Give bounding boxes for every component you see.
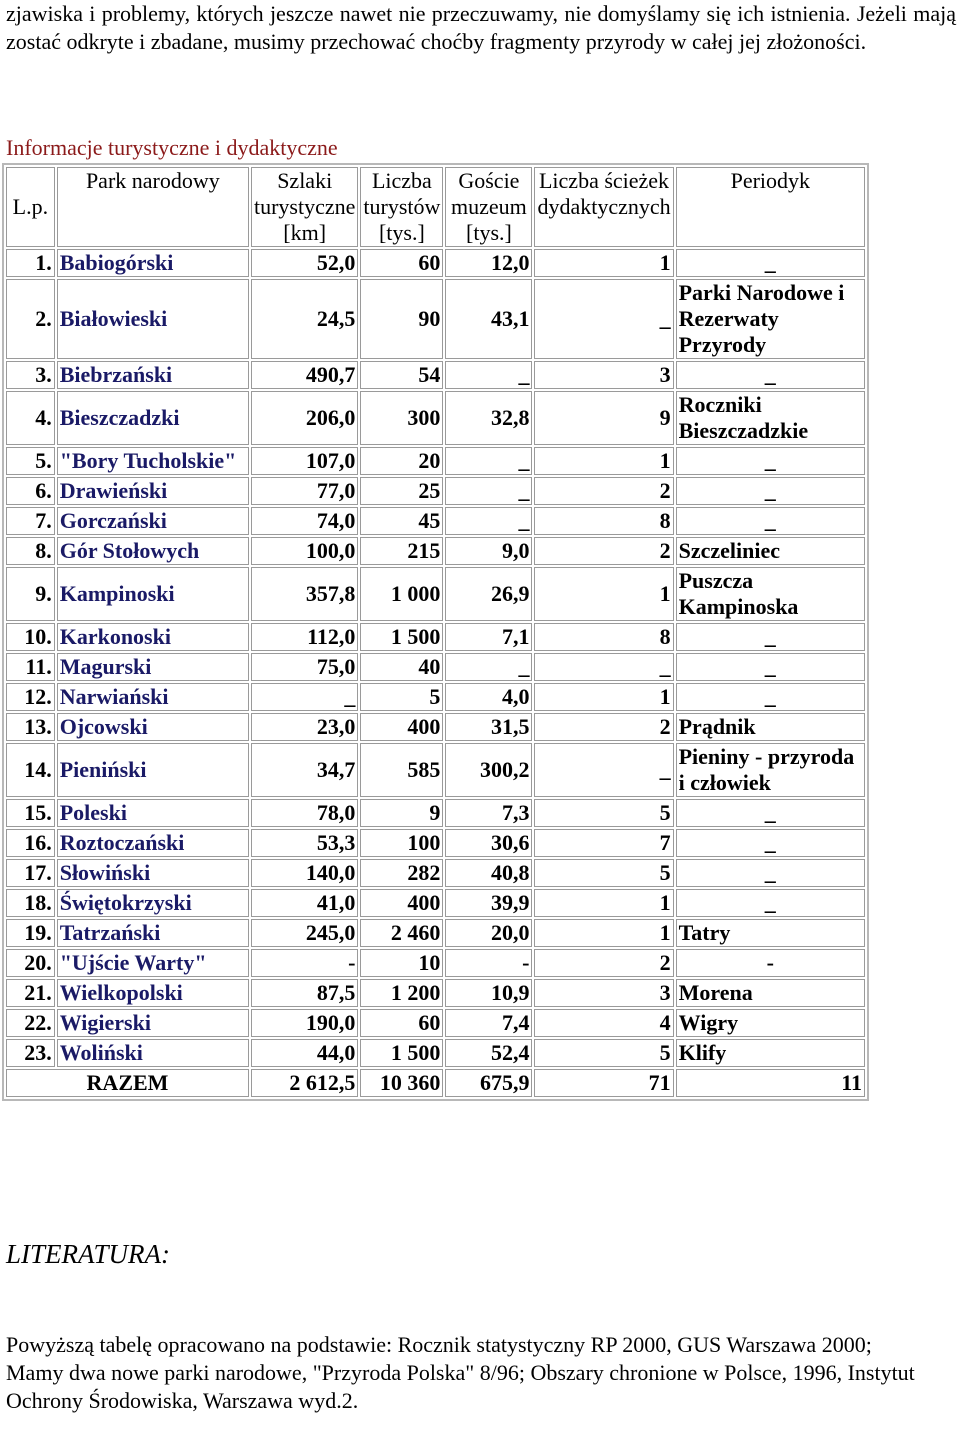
cell-periodical: _ [676, 683, 865, 711]
total-tourists: 10 360 [360, 1069, 443, 1097]
cell-tourists: 1 500 [360, 1039, 443, 1067]
cell-paths: 1 [534, 683, 673, 711]
cell-lp: 8. [6, 537, 55, 565]
header-park: Park narodowy [57, 167, 249, 247]
table-row [6, 391, 865, 445]
cell-trails: 74,0 [251, 507, 358, 535]
cell-paths: 1 [534, 567, 673, 621]
cell-trails: 100,0 [251, 537, 358, 565]
cell-paths: 8 [534, 507, 673, 535]
cell-museum: 26,9 [445, 567, 532, 621]
table-row [6, 683, 865, 711]
cell-lp: 17. [6, 859, 55, 887]
cell-museum: 32,8 [445, 391, 532, 445]
cell-lp: 14. [6, 743, 55, 797]
cell-lp: 4. [6, 391, 55, 445]
cell-museum: 7,3 [445, 799, 532, 827]
cell-periodical: _ [676, 249, 865, 277]
cell-park-name: Kampinoski [57, 567, 249, 621]
cell-periodical: _ [676, 653, 865, 681]
cell-periodical: _ [676, 447, 865, 475]
cell-paths: 5 [534, 1039, 673, 1067]
cell-museum: _ [445, 477, 532, 505]
cell-trails: 107,0 [251, 447, 358, 475]
cell-periodical: Pieniny - przyroda i człowiek [676, 743, 865, 797]
cell-periodical: _ [676, 799, 865, 827]
table-row [6, 279, 865, 359]
table-row [6, 1009, 865, 1037]
cell-paths: _ [534, 743, 673, 797]
cell-trails: _ [251, 683, 358, 711]
cell-periodical: - [676, 949, 865, 977]
cell-trails: 490,7 [251, 361, 358, 389]
cell-paths: 2 [534, 537, 673, 565]
header-tourists: Liczba turystów [tys.] [360, 167, 443, 247]
cell-paths: 1 [534, 919, 673, 947]
cell-tourists: 25 [360, 477, 443, 505]
cell-tourists: 1 200 [360, 979, 443, 1007]
header-trails: Szlaki turystyczne [km] [251, 167, 358, 247]
cell-trails: 53,3 [251, 829, 358, 857]
cell-periodical: Tatry [676, 919, 865, 947]
table-row [6, 713, 865, 741]
table-row [6, 477, 865, 505]
total-trails: 2 612,5 [251, 1069, 358, 1097]
cell-park-name: Biebrzański [57, 361, 249, 389]
cell-park-name: Roztoczański [57, 829, 249, 857]
cell-periodical: _ [676, 623, 865, 651]
table-body [6, 249, 865, 1067]
cell-park-name: Babiogórski [57, 249, 249, 277]
cell-tourists: 1 000 [360, 567, 443, 621]
total-museum: 675,9 [445, 1069, 532, 1097]
cell-periodical: _ [676, 859, 865, 887]
cell-park-name: Poleski [57, 799, 249, 827]
cell-museum: 10,9 [445, 979, 532, 1007]
cell-park-name: Drawieński [57, 477, 249, 505]
cell-trails: - [251, 949, 358, 977]
intro-text: zjawiska i problemy, których jeszcze nawet nie przeczuwamy, nie domyślamy się ich istnienia. Jeżeli mają zostać odkryte i zbadane, musimy przechować choćby fragmenty przyrody w całej jej złożoności. [6, 1, 956, 54]
cell-museum: 30,6 [445, 829, 532, 857]
national-parks-table [2, 163, 869, 1101]
cell-lp: 1. [6, 249, 55, 277]
table-header-row [6, 167, 865, 247]
cell-lp: 12. [6, 683, 55, 711]
cell-park-name: Narwiański [57, 683, 249, 711]
cell-park-name: Tatrzański [57, 919, 249, 947]
cell-museum: - [445, 949, 532, 977]
cell-trails: 112,0 [251, 623, 358, 651]
cell-trails: 41,0 [251, 889, 358, 917]
cell-paths: _ [534, 653, 673, 681]
total-periodical: 11 [676, 1069, 865, 1097]
table-row [6, 361, 865, 389]
cell-trails: 75,0 [251, 653, 358, 681]
table-row [6, 623, 865, 651]
cell-tourists: 90 [360, 279, 443, 359]
cell-lp: 5. [6, 447, 55, 475]
cell-lp: 2. [6, 279, 55, 359]
cell-tourists: 20 [360, 447, 443, 475]
cell-paths: 3 [534, 979, 673, 1007]
cell-paths: 9 [534, 391, 673, 445]
cell-park-name: Świętokrzyski [57, 889, 249, 917]
cell-park-name: Słowiński [57, 859, 249, 887]
cell-park-name: Gorczański [57, 507, 249, 535]
cell-paths: 1 [534, 889, 673, 917]
cell-trails: 44,0 [251, 1039, 358, 1067]
table-row [6, 979, 865, 1007]
cell-periodical: Wigry [676, 1009, 865, 1037]
cell-park-name: Gór Stołowych [57, 537, 249, 565]
cell-paths: 8 [534, 623, 673, 651]
cell-periodical: _ [676, 889, 865, 917]
cell-lp: 7. [6, 507, 55, 535]
cell-lp: 15. [6, 799, 55, 827]
table-row [6, 829, 865, 857]
cell-park-name: Ojcowski [57, 713, 249, 741]
literature-heading: LITERATURA: [6, 1239, 170, 1269]
cell-tourists: 1 500 [360, 623, 443, 651]
table-row [6, 799, 865, 827]
cell-park-name: Wigierski [57, 1009, 249, 1037]
cell-museum: 7,1 [445, 623, 532, 651]
section-title: Informacje turystyczne i dydaktyczne [6, 135, 338, 160]
cell-tourists: 5 [360, 683, 443, 711]
cell-paths: _ [534, 279, 673, 359]
table-row [6, 743, 865, 797]
cell-trails: 245,0 [251, 919, 358, 947]
cell-park-name: Magurski [57, 653, 249, 681]
intro-paragraph [6, 0, 956, 56]
cell-tourists: 282 [360, 859, 443, 887]
cell-park-name: "Ujście Warty" [57, 949, 249, 977]
cell-museum: _ [445, 653, 532, 681]
cell-trails: 34,7 [251, 743, 358, 797]
cell-periodical: _ [676, 477, 865, 505]
cell-tourists: 60 [360, 1009, 443, 1037]
source-line-2: Mamy dwa nowe parki narodowe, "Przyroda Polska" 8/96; Obszary chronione w Polsce, 1996, Instytut Ochrony Środowiska, Warszawa wyd.2. [6, 1360, 915, 1413]
cell-museum: 12,0 [445, 249, 532, 277]
cell-trails: 87,5 [251, 979, 358, 1007]
cell-museum: 52,4 [445, 1039, 532, 1067]
cell-paths: 5 [534, 799, 673, 827]
cell-park-name: Białowieski [57, 279, 249, 359]
cell-paths: 1 [534, 447, 673, 475]
cell-park-name: Woliński [57, 1039, 249, 1067]
cell-lp: 18. [6, 889, 55, 917]
table-row [6, 1039, 865, 1067]
table-row [6, 859, 865, 887]
cell-tourists: 40 [360, 653, 443, 681]
cell-trails: 206,0 [251, 391, 358, 445]
cell-museum: _ [445, 507, 532, 535]
cell-park-name: Pieniński [57, 743, 249, 797]
total-label: RAZEM [6, 1069, 249, 1097]
cell-lp: 11. [6, 653, 55, 681]
cell-lp: 9. [6, 567, 55, 621]
cell-paths: 2 [534, 477, 673, 505]
cell-trails: 77,0 [251, 477, 358, 505]
header-museum: Goście muzeum [tys.] [445, 167, 532, 247]
cell-paths: 7 [534, 829, 673, 857]
cell-tourists: 300 [360, 391, 443, 445]
table-row [6, 949, 865, 977]
header-paths: Liczba ścieżek dydaktycznych [534, 167, 673, 247]
cell-paths: 2 [534, 713, 673, 741]
table-row [6, 919, 865, 947]
cell-periodical: _ [676, 361, 865, 389]
cell-tourists: 400 [360, 889, 443, 917]
cell-lp: 3. [6, 361, 55, 389]
cell-tourists: 2 460 [360, 919, 443, 947]
cell-tourists: 10 [360, 949, 443, 977]
cell-trails: 52,0 [251, 249, 358, 277]
cell-tourists: 400 [360, 713, 443, 741]
cell-lp: 10. [6, 623, 55, 651]
table-row [6, 447, 865, 475]
table-row [6, 653, 865, 681]
cell-museum: 31,5 [445, 713, 532, 741]
cell-museum: _ [445, 361, 532, 389]
table-row [6, 567, 865, 621]
cell-tourists: 215 [360, 537, 443, 565]
cell-trails: 23,0 [251, 713, 358, 741]
cell-trails: 24,5 [251, 279, 358, 359]
cell-periodical: Prądnik [676, 713, 865, 741]
cell-tourists: 54 [360, 361, 443, 389]
cell-museum: 7,4 [445, 1009, 532, 1037]
cell-lp: 19. [6, 919, 55, 947]
cell-periodical: Morena [676, 979, 865, 1007]
cell-museum: 43,1 [445, 279, 532, 359]
cell-paths: 1 [534, 249, 673, 277]
cell-lp: 6. [6, 477, 55, 505]
cell-museum: 4,0 [445, 683, 532, 711]
cell-periodical: Szczeliniec [676, 537, 865, 565]
cell-lp: 13. [6, 713, 55, 741]
cell-trails: 140,0 [251, 859, 358, 887]
cell-trails: 190,0 [251, 1009, 358, 1037]
cell-lp: 21. [6, 979, 55, 1007]
cell-museum: 9,0 [445, 537, 532, 565]
cell-park-name: "Bory Tucholskie" [57, 447, 249, 475]
cell-lp: 22. [6, 1009, 55, 1037]
header-lp: L.p. [6, 167, 55, 247]
cell-trails: 357,8 [251, 567, 358, 621]
cell-museum: 300,2 [445, 743, 532, 797]
cell-museum: _ [445, 447, 532, 475]
literature-sources [6, 1331, 956, 1415]
cell-tourists: 9 [360, 799, 443, 827]
cell-paths: 5 [534, 859, 673, 887]
cell-park-name: Bieszczadzki [57, 391, 249, 445]
total-paths: 71 [534, 1069, 673, 1097]
cell-museum: 40,8 [445, 859, 532, 887]
cell-museum: 20,0 [445, 919, 532, 947]
table-row [6, 507, 865, 535]
cell-park-name: Karkonoski [57, 623, 249, 651]
cell-park-name: Wielkopolski [57, 979, 249, 1007]
cell-lp: 16. [6, 829, 55, 857]
table-row [6, 537, 865, 565]
cell-trails: 78,0 [251, 799, 358, 827]
total-row [6, 1069, 865, 1097]
cell-tourists: 585 [360, 743, 443, 797]
cell-lp: 20. [6, 949, 55, 977]
cell-paths: 4 [534, 1009, 673, 1037]
cell-periodical: Puszcza Kampinoska [676, 567, 865, 621]
cell-lp: 23. [6, 1039, 55, 1067]
cell-periodical: _ [676, 829, 865, 857]
cell-paths: 3 [534, 361, 673, 389]
cell-paths: 2 [534, 949, 673, 977]
cell-periodical: _ [676, 507, 865, 535]
header-periodical: Periodyk [676, 167, 865, 247]
cell-tourists: 100 [360, 829, 443, 857]
cell-periodical: Klify [676, 1039, 865, 1067]
source-line-1: Powyższą tabelę opracowano na podstawie: Rocznik statystyczny RP 2000, GUS Warszawa 2000; [6, 1332, 872, 1357]
cell-periodical: Roczniki Bieszczadzkie [676, 391, 865, 445]
cell-tourists: 45 [360, 507, 443, 535]
table-row [6, 889, 865, 917]
cell-periodical: Parki Narodowe i Rezerwaty Przyrody [676, 279, 865, 359]
cell-tourists: 60 [360, 249, 443, 277]
table-row [6, 249, 865, 277]
cell-museum: 39,9 [445, 889, 532, 917]
